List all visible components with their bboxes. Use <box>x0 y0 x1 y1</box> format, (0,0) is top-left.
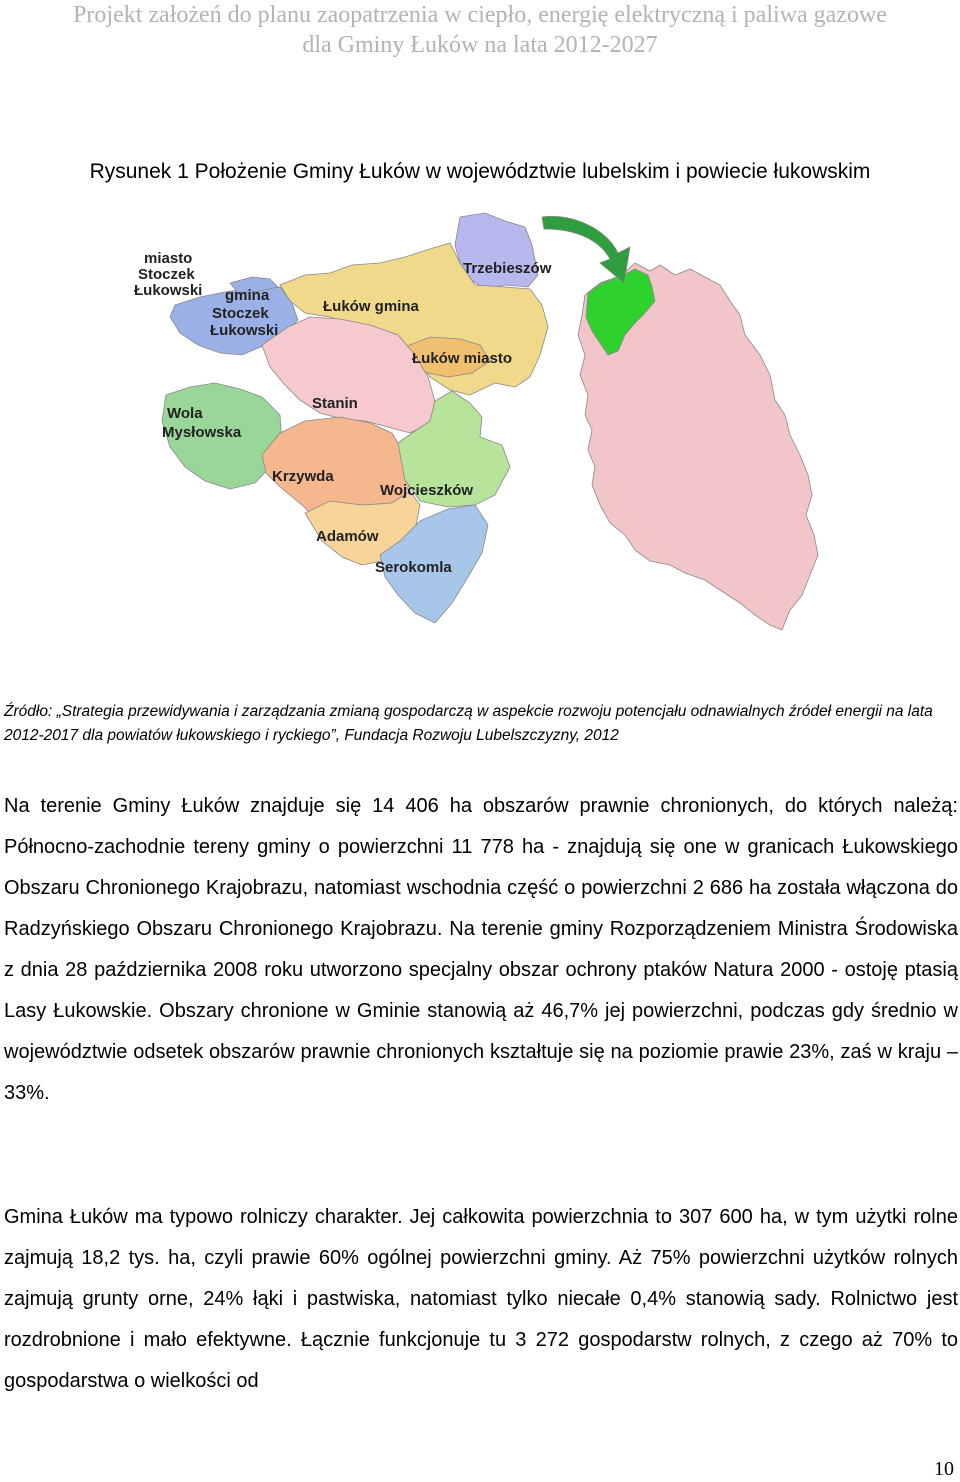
map-svg <box>130 205 830 645</box>
header-line-2: dla Gminy Łuków na lata 2012-2027 <box>302 32 658 58</box>
label-miasto-stoczek-1: miasto <box>144 250 193 267</box>
label-stanin: Stanin <box>312 395 358 412</box>
source-text: „Strategia przewidywania i zarządzania zmianą gospodarczą w aspekcie rozwoju potencjału odnawialnych źródeł energii na lata 2012-2017 dla powiatów łukowskiego i ryckiego”, Fundacja Rozwoju Lubelszczyzny, 2012 <box>4 703 933 744</box>
figure-caption: Rysunek 1 Położenie Gminy Łuków w województwie lubelskim i powiecie łukowskim <box>89 160 871 183</box>
label-krzywda: Krzywda <box>272 468 334 485</box>
label-adamow: Adamów <box>316 528 379 545</box>
paragraph-1: Na terenie Gminy Łuków znajduje się 14 406 ha obszarów prawnie chronionych, do których należą: Północno-zachodnie tereny gminy o powierzchni 11 778 ha - znajdują się one w granicach Łukowskiego Obszaru Chronionego Krajobrazu, natomiast wschodnia część o powierzchni 2 686 ha została włączona do Radzyńskiego Obszaru Chronionego Krajobrazu. Na terenie gminy Rozporządzeniem Ministra Środowiska z dnia 28 października 2008 roku utworzono specjalny obszar ochrony ptaków Natura 2000 - ostoję ptasią Lasy Łukowskie. Obszary chronione w Gminie stanowią aż 46,7% jej powierzchni, podczas gdy średnio w województwie odsetek obszarów prawnie chronionych kształtuje się na poziomie prawie 23%, zaś w kraju – 33%. <box>4 795 958 1104</box>
source-prefix: Źródło: <box>4 703 57 720</box>
arrow-icon <box>542 216 630 283</box>
page-number: 10 <box>934 1458 954 1480</box>
figure-source <box>4 700 956 748</box>
page-header <box>0 0 960 60</box>
label-gmina-stoczek-3: Łukowski <box>210 322 279 339</box>
label-gmina-stoczek-1: gmina <box>225 287 270 304</box>
label-miasto-stoczek-2: Stoczek <box>138 266 195 283</box>
figure-map <box>130 205 830 645</box>
header-line-1: Projekt założeń do planu zaopatrzenia w ciepło, energię elektryczną i paliwa gazowe <box>73 2 887 28</box>
label-wola-2: Mysłowska <box>162 424 242 441</box>
label-miasto-stoczek-3: Łukowski <box>134 282 203 299</box>
label-lukow-gmina: Łuków gmina <box>323 298 419 315</box>
label-gmina-stoczek-2: Stoczek <box>212 305 269 322</box>
label-wojcieszkow: Wojcieszków <box>380 482 474 499</box>
label-wola-1: Wola <box>167 405 203 422</box>
label-lukow-miasto: Łuków miasto <box>412 350 513 367</box>
label-trzebieszow: Trzebieszów <box>463 260 552 277</box>
label-serokomla: Serokomla <box>375 559 452 576</box>
paragraph-2: Gmina Łuków ma typowo rolniczy charakter. Jej całkowita powierzchnia to 307 600 ha, w tym użytki rolne zajmują 18,2 tys. ha, czyli prawie 60% ogólnej powierzchni gminy. Aż 75% powierzchni użytków rolnych zajmują grunty orne, 24% łąki i pastwiska, natomiast tylko niecałe 0,4% stanowią sady. Rolnictwo jest rozdrobnione i mało efektywne. Łącznie funkcjonuje tu 3 272 gospodarstw rolnych, z czego aż 70% to gospodarstwa o wielkości od <box>4 1206 958 1392</box>
